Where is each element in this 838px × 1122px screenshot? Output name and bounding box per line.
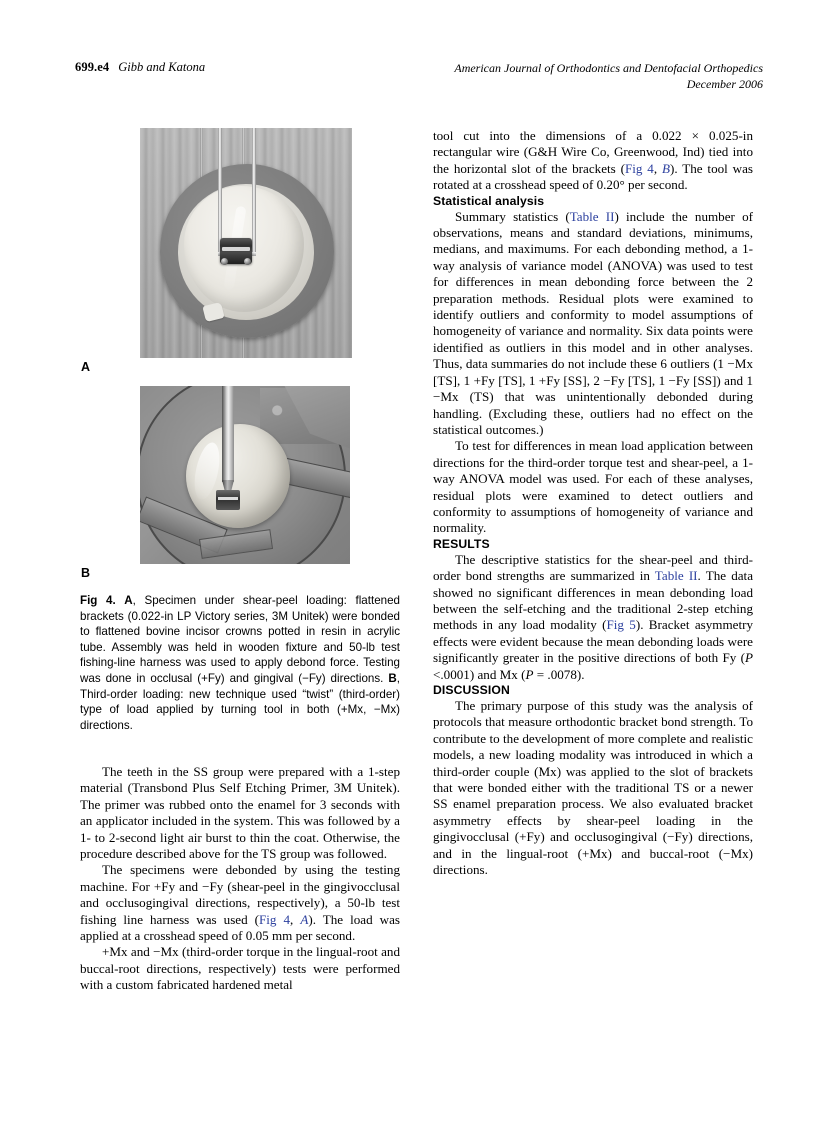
paragraph-third-order-tests: +Mx and −Mx (third-order torque in the lingual-root and buccal-root directions, respectively) tests were performed with a custom fabricated hardened metal <box>80 944 400 993</box>
right-column-body <box>433 128 753 878</box>
left-column-body <box>80 764 400 994</box>
stats-text-after: ) include the number of observations, means and standard deviations, minimums, medians, and maximums. For each debonding method, a 1-way analysis of variance model (ANOVA) was used to test for differences in mean debonding force between the 2 preparation methods. Residual plots were examined to identify outliers and conformity to model assumptions of homogeneity of variance and normality. Six data points were identified as outliers in this model and in other analyses. Thus, data summaries do not include these 6 outliers (1 −Mx [TS], 1 +Fy [TS], 1 +Fy [SS], 2 −Fy [TS], 1 −Fy [SS]) and 1 −Mx (TS) that was unintentionally debonded during handling. (Excluding these, outliers had no effect on the statistical outcomes.) <box>433 208 753 437</box>
issue-date: December 2006 <box>686 77 763 91</box>
page-folio: 699.e4 <box>75 60 110 74</box>
heading-results: RESULTS <box>433 536 490 551</box>
harness-wire-left <box>218 128 222 256</box>
caption-marker-a: A <box>124 594 133 607</box>
xref-fig4-a-sep: , <box>290 911 301 927</box>
paragraph-discussion: The primary purpose of this study was the analysis of protocols that measure orthodontic bracket bond strength. To contribute to the development of more complete and realistic models, a new loading modality was introduced in which a third-order couple (Mx) was applied to the slot of brackets that were bonded either with the traditional TS or a newer SS enamel preparation process. We also evaluated bracket asymmetry effects by shear-peel loading in the gingivocclusal (+Fy) and occlusogingival (−Fy) directions, and in the lingual-root (+Mx) and buccal-root (−Mx) directions. <box>433 698 753 878</box>
bracket-wing-right <box>244 258 251 265</box>
p-value-symbol-1: P <box>745 650 753 666</box>
caption-text-a: , Specimen under shear-peel loading: flattened brackets (0.022-in LP Victory series, 3M Unitek) were bonded to flattened bovine incisor crowns potted in resin in acrylic tube. Assembly was held in wooden fixture and 50-lb test fishing-line harness was used to apply debond force. Testing was done in occlusal (+Fy) and gingival (−Fy) directions. <box>80 594 400 685</box>
tool-text-after: ). The tool was rotated at a crosshead speed of 0.20° per second. <box>433 160 754 193</box>
resin-chip <box>202 302 224 322</box>
running-head-right <box>454 60 763 92</box>
panel-b-label: B <box>81 566 91 580</box>
running-head <box>75 60 763 104</box>
xref-table2-a[interactable]: Table II <box>569 208 615 224</box>
specimen-crown <box>186 424 290 528</box>
xref-fig4-b-sep: , <box>653 160 662 176</box>
panel-a-label: A <box>81 360 91 374</box>
stats-text-before: Summary statistics ( <box>455 208 570 224</box>
xref-fig4-b-part[interactable]: B <box>661 160 670 176</box>
running-head-authors: Gibb and Katona <box>118 60 206 74</box>
figure-panel-a <box>80 128 400 374</box>
p-value-1: <.0001) and Mx ( <box>433 666 526 682</box>
results-text-before: The descriptive statistics for the shear-peel and third-order bond strengths are summarized in <box>433 551 753 584</box>
paragraph-debonding-procedure <box>80 862 400 944</box>
xref-fig4-a-part[interactable]: A <box>300 911 309 927</box>
heading-statistical-analysis: Statistical analysis <box>433 193 545 208</box>
journal-title: American Journal of Orthodontics and Dentofacial Orthopedics <box>454 61 763 75</box>
paragraph-summary-statistics <box>433 209 753 439</box>
xref-fig5[interactable]: Fig 5 <box>606 617 636 633</box>
results-text-mid: . The data showed no significant differences in mean debonding load between the self-etching and the traditional 2-step etching methods in any load modality ( <box>433 568 754 633</box>
paragraph-ss-group-prep: The teeth in the SS group were prepared with a 1-step material (Transbond Plus Self Etching Primer, 3M Unitek). The primer was rubbed onto the enamel for 3 seconds with an applicator included in the system. This was followed by a 1- to 2-second light air burst to thin the coat. Otherwise, the procedure described above for the TS group was followed. <box>80 764 400 862</box>
heading-discussion: DISCUSSION <box>433 683 510 697</box>
figure-panel-b <box>80 386 400 580</box>
p-value-symbol-2: P <box>525 666 534 682</box>
orthodontic-bracket-b <box>216 490 240 510</box>
figure-caption <box>80 593 400 733</box>
figure-4 <box>80 128 400 733</box>
tool-text-before: tool cut into the dimensions of a 0.022 × 0.025-in rectangular wire (G&H Wire Co, Greenwood, Ind) tied into the horizontal slot of the brackets ( <box>433 128 753 176</box>
photo-third-order-setup <box>140 386 350 564</box>
caption-text-b: , Third-order loading: new technique used “twist” (third-order) type of load applied by turning tool in both (+Mx, −Mx) directions. <box>80 671 400 732</box>
torque-tool-shaft <box>222 386 234 482</box>
paragraph-debonding-tail: ). The load was applied at a crosshead speed of 0.05 mm per second. <box>80 911 400 944</box>
bracket-wing-left <box>221 258 228 265</box>
figure-caption-lead: Fig 4. <box>80 594 116 607</box>
paragraph-results <box>433 552 753 683</box>
paragraph-tool-dimensions <box>433 128 753 194</box>
photo-shear-peel-setup <box>140 128 352 358</box>
harness-wire-right <box>252 128 256 252</box>
xref-fig4-b[interactable]: Fig 4 <box>624 160 654 176</box>
xref-table2-b[interactable]: Table II <box>654 568 698 584</box>
paragraph-debonding-lead: The specimens were debonded by using the testing machine. For +Fy and −Fy (shear-peel in the gingivocclusal and occlusogingival directions, respectively), a 50-lb test fishing line harness was used ( <box>80 862 400 927</box>
xref-fig4-a[interactable]: Fig 4 <box>259 911 291 927</box>
running-head-left <box>75 60 205 75</box>
p-value-2: = .0078). <box>533 666 585 682</box>
paragraph-anova-directions: To test for differences in mean load application between directions for the third-order torque test and shear-peel, a 1-way ANOVA model was used. For each of these analyses, residual plots were examined to detect outliers and conformity to assumptions of homogeneity of variance and normality. <box>433 438 753 536</box>
caption-marker-b: B <box>388 671 397 685</box>
results-text-after: ). Bracket asymmetry effects were evident because the mean debonding loads were significantly greater in the positive directions of both Fy ( <box>433 617 754 666</box>
